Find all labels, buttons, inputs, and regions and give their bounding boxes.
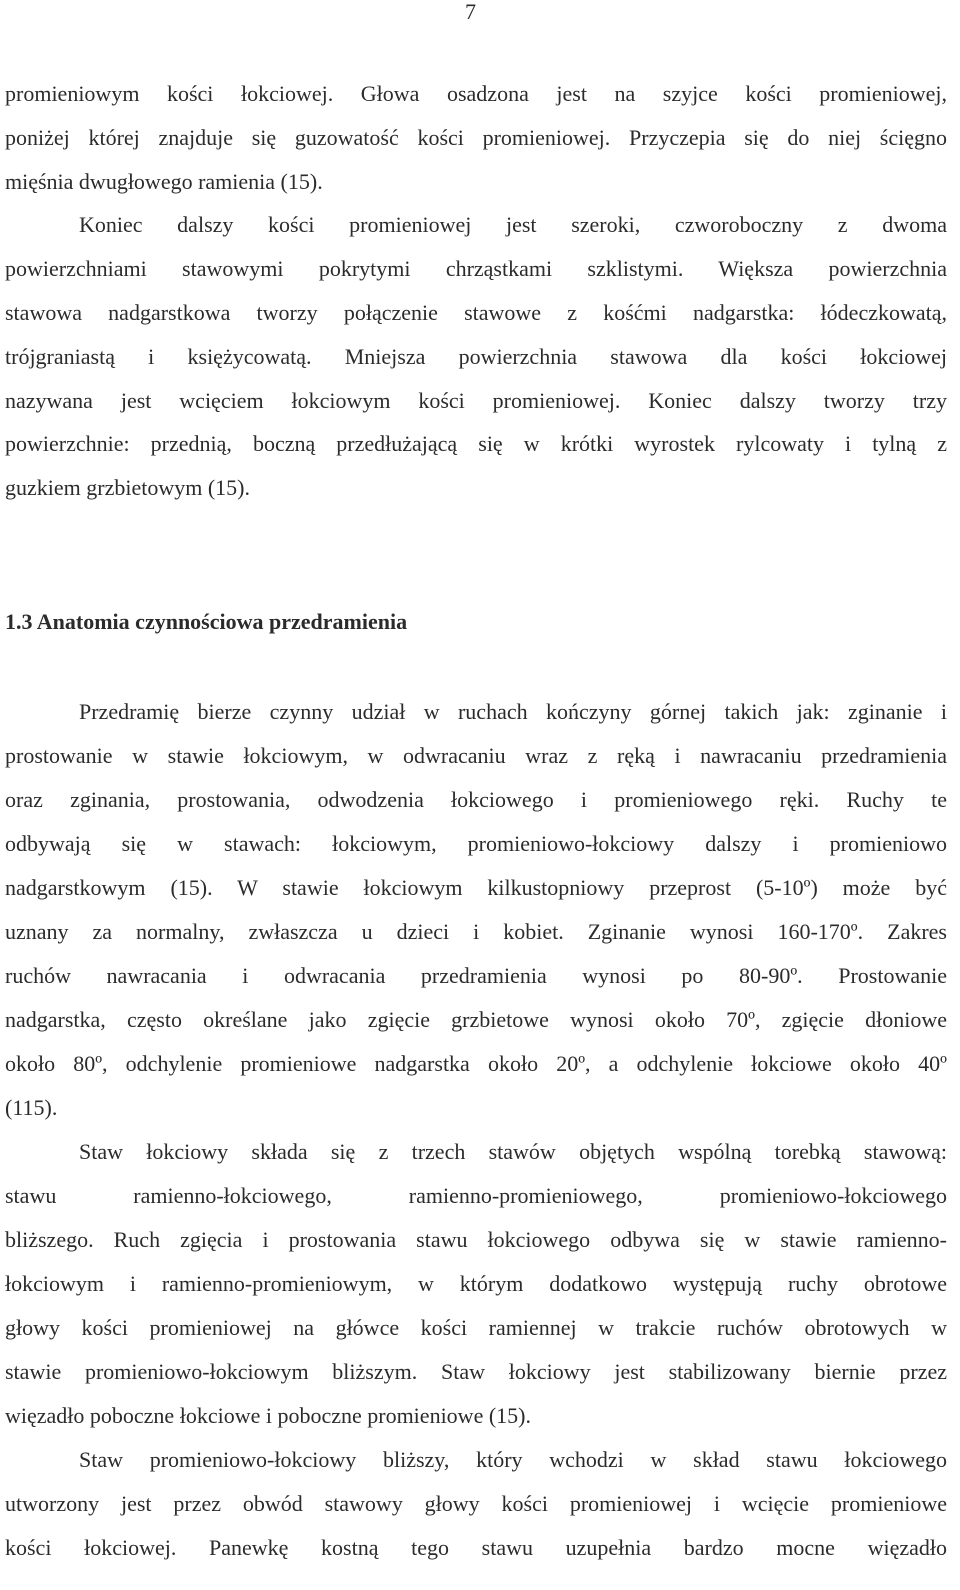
text-line: prostowanie w stawie łokciowym, w odwracaniu wraz z ręką i nawracaniu przedramienia	[5, 743, 947, 768]
text-line: głowy kości promieniowej na główce kości ramiennej w trakcie ruchów obrotowych w	[5, 1315, 947, 1340]
text-line: uznany za normalny, zwłaszcza u dzieci i kobiet. Zginanie wynosi 160-170º. Zakres	[5, 919, 947, 944]
text-line: powierzchnie: przednią, boczną przedłużającą się w krótki wyrostek rylcowaty i tylną z	[5, 431, 947, 457]
text-line: (115).	[5, 1095, 58, 1120]
section-heading: 1.3 Anatomia czynnościowa przedramienia	[5, 609, 408, 634]
text-line: nadgarstkowym (15). W stawie łokciowym kilkustopniowy przeprost (5-10º) może być	[5, 875, 947, 900]
intro-text-block	[5, 72, 947, 510]
text-line: nadgarstka, często określane jako zgięcie grzbietowe wynosi około 70º, zgięcie dłoniowe	[5, 1007, 947, 1032]
text-line: poniżej której znajduje się guzowatość kości promieniowej. Przyczepia się do niej ścięgno	[5, 124, 947, 150]
text-line: więzadło poboczne łokciowe i poboczne promieniowe (15).	[5, 1403, 531, 1428]
text-line: około 80º, odchylenie promieniowe nadgarstka około 20º, a odchylenie łokciowe około 40º	[5, 1051, 947, 1076]
text-line: bliższego. Ruch zgięcia i prostowania stawu łokciowego odbywa się w stawie ramienno-	[5, 1227, 947, 1252]
text-line: Staw promieniowo-łokciowy bliższy, który wchodzi w skład stawu łokciowego	[79, 1447, 947, 1472]
text-line: stawu ramienno-łokciowego, ramienno-promieniowego, promieniowo-łokciowego	[5, 1183, 947, 1208]
text-line: Staw łokciowy składa się z trzech stawów objętych wspólną torebką stawową:	[79, 1139, 947, 1164]
text-line: guzkiem grzbietowym (15).	[5, 475, 250, 501]
text-line: mięśnia dwugłowego ramienia (15).	[5, 168, 323, 194]
text-line: odbywają się w stawach: łokciowym, promieniowo-łokciowy dalszy i promieniowo	[5, 831, 947, 856]
text-line: Koniec dalszy kości promieniowej jest szeroki, czworoboczny z dwoma	[79, 212, 947, 238]
text-line: promieniowym kości łokciowej. Głowa osadzona jest na szyjce kości promieniowej,	[5, 81, 947, 106]
text-line: oraz zginania, prostowania, odwodzenia łokciowego i promieniowego ręki. Ruchy te	[5, 787, 947, 812]
text-line: utworzony jest przez obwód stawowy głowy kości promieniowej i wcięcie promieniowe	[5, 1491, 947, 1516]
text-line: stawowa nadgarstkowa tworzy połączenie stawowe z kośćmi nadgarstka: łódeczkowatą,	[5, 299, 947, 325]
text-line: kości łokciowej. Panewkę kostną tego stawu uzupełnia bardzo mocne więzadło	[5, 1535, 947, 1560]
text-line: ruchów nawracania i odwracania przedramienia wynosi po 80-90º. Prostowanie	[5, 963, 947, 988]
page-number: 7	[465, 0, 476, 24]
text-line: trójgraniastą i księżycowatą. Mniejsza powierzchnia stawowa dla kości łokciowej	[5, 343, 947, 369]
text-line: Przedramię bierze czynny udział w ruchach kończyny górnej takich jak: zginanie i	[79, 699, 947, 724]
text-line: nazywana jest wcięciem łokciowym kości promieniowej. Koniec dalszy tworzy trzy	[5, 387, 947, 413]
text-line: stawie promieniowo-łokciowym bliższym. Staw łokciowy jest stabilizowany biernie przez	[5, 1359, 947, 1384]
text-line: łokciowym i ramienno-promieniowym, w którym dodatkowo występują ruchy obrotowe	[5, 1271, 947, 1296]
main-text-block	[5, 690, 947, 1570]
text-line: powierzchniami stawowymi pokrytymi chrząstkami szklistymi. Większa powierzchnia	[5, 256, 947, 282]
